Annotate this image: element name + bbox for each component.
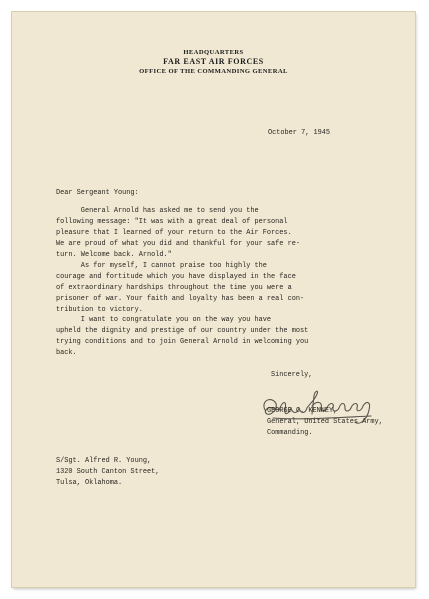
paragraph-line: back. — [56, 348, 77, 357]
letterhead-office: OFFICE OF THE COMMANDING GENERAL — [139, 68, 288, 75]
address-line: S/Sgt. Alfred R. Young, — [56, 457, 152, 465]
paragraph-line: pleasure that I learned of your return to the Air Forces. — [56, 228, 292, 237]
paragraph-line: trying conditions and to join General Arnold in welcoming you — [56, 337, 309, 346]
letter-date: October 7, 1945 — [268, 129, 331, 137]
closing: Sincerely, — [271, 371, 313, 379]
paragraph-line: We are proud of what you did and thankful for your safe re- — [56, 239, 300, 248]
paragraph-line: turn. Welcome back. Arnold." — [56, 250, 172, 259]
paragraph-line: tribution to victory. — [56, 305, 143, 314]
signature-block — [267, 406, 383, 439]
letter-sheet — [12, 12, 415, 587]
signer-name: GEORGE C. KENNEY, — [267, 407, 338, 415]
signer-role: Commanding. — [267, 428, 313, 437]
paragraph-3 — [56, 315, 308, 359]
address-line: 1320 South Canton Street, — [56, 467, 160, 476]
paragraph-line: prisoner of war. Your faith and loyalty has been a real con- — [56, 294, 305, 303]
address-line: Tulsa, Oklahoma. — [56, 478, 123, 487]
paragraph-line: upheld the dignity and prestige of our country under the most — [56, 326, 309, 335]
signer-title: General, United States Army, — [267, 417, 383, 426]
paragraph-line: of extraordinary hardships throughout the time you were a — [56, 283, 292, 292]
letterhead-organization: FAR EAST AIR FORCES — [163, 57, 264, 66]
paragraph-2 — [56, 261, 304, 316]
paragraph-line: courage and fortitude which you have displayed in the face — [56, 272, 296, 281]
paragraph-line: I want to congratulate you on the way you have — [56, 316, 272, 324]
paragraph-line: General Arnold has asked me to send you the — [56, 207, 259, 215]
letterhead-headquarters: HEADQUARTERS — [183, 49, 244, 56]
paragraph-line: following message: "It was with a great deal of personal — [56, 217, 288, 226]
recipient-address — [56, 456, 159, 489]
letterhead — [12, 48, 415, 76]
paragraph-line: As for myself, I cannot praise too highly the — [56, 262, 267, 270]
salutation: Dear Sergeant Young: — [56, 189, 139, 197]
paragraph-1 — [56, 206, 300, 261]
